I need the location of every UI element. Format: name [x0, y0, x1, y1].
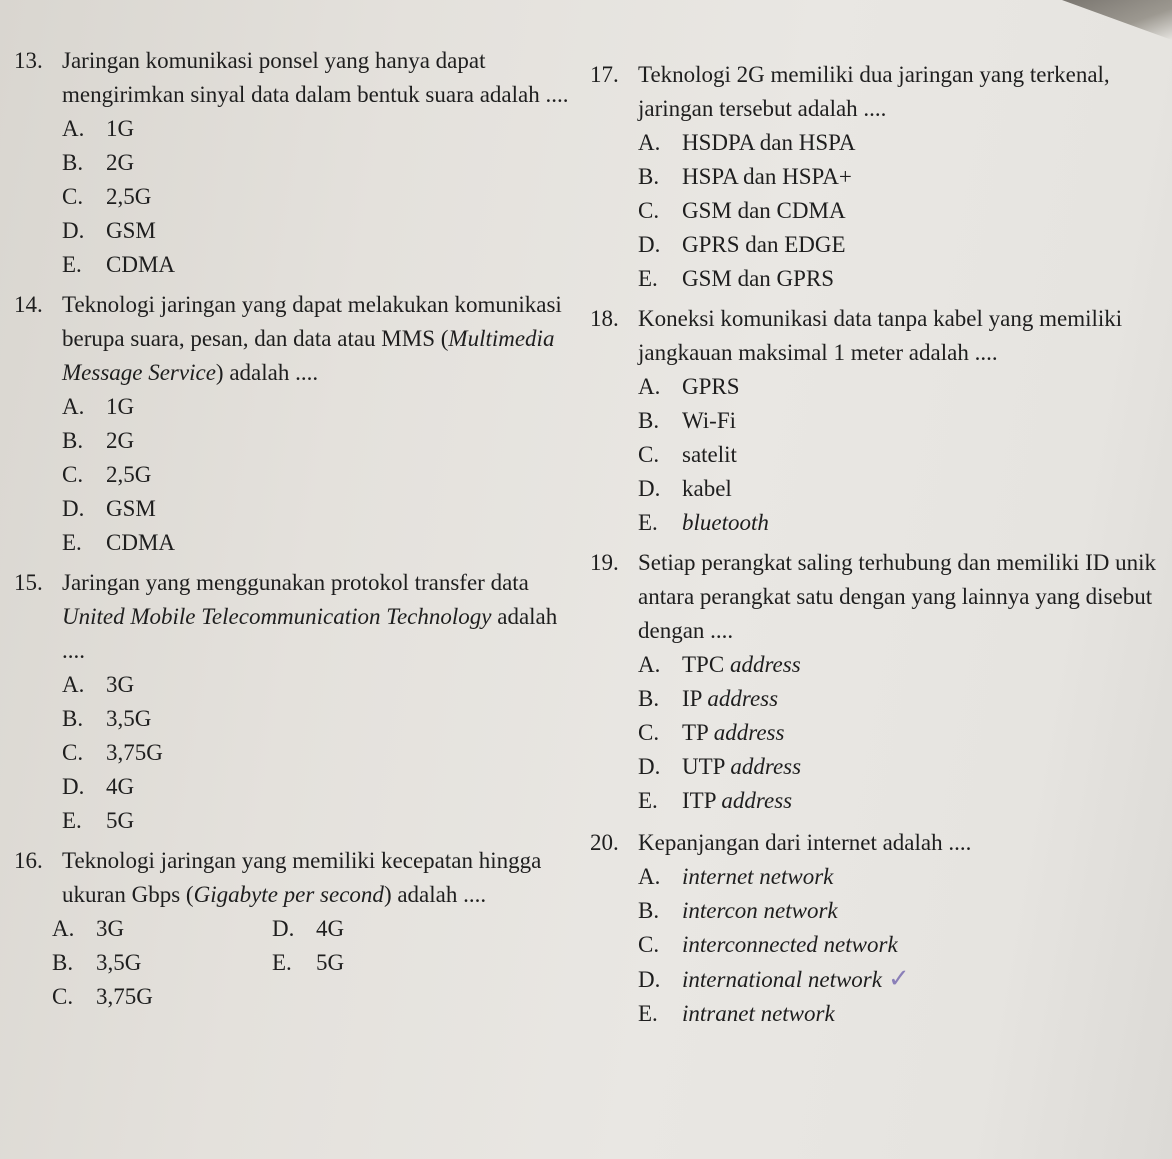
right-column: [590, 58, 1165, 1037]
question-13: [14, 44, 574, 282]
option-e[interactable]: E. ITP address: [638, 788, 793, 813]
option-a[interactable]: A. HSDPA dan HSPA: [638, 130, 856, 155]
left-column: [14, 44, 574, 1020]
option-e[interactable]: E. intranet network: [638, 1001, 835, 1026]
question-text: 13. Jaringan komunikasi ponsel yang hanya dapat mengirimkan sinyal data dalam bentuk suara adalah ....: [14, 44, 574, 112]
option-a[interactable]: A. 1G: [62, 116, 135, 141]
question-number: 20.: [590, 830, 619, 855]
option-e[interactable]: E. CDMA: [62, 530, 176, 555]
option-b[interactable]: B. intercon network: [638, 898, 838, 923]
question-number: 16.: [14, 848, 43, 873]
option-e[interactable]: E. 5G: [62, 808, 135, 833]
option-e[interactable]: E. 5G: [272, 950, 345, 975]
question-number: 13.: [14, 48, 43, 73]
question-20: [590, 826, 1165, 1031]
option-d[interactable]: D. GSM: [62, 496, 156, 521]
option-d[interactable]: D. international network ✓: [638, 964, 910, 993]
option-e[interactable]: E. CDMA: [62, 252, 176, 277]
option-d[interactable]: D. GSM: [62, 218, 156, 243]
option-c[interactable]: C. TP address: [638, 720, 785, 745]
option-a[interactable]: A. 3G: [52, 916, 125, 941]
option-c[interactable]: C. 2,5G: [62, 462, 152, 487]
option-d[interactable]: D. 4G: [62, 774, 135, 799]
option-a[interactable]: A. GPRS: [638, 374, 740, 399]
option-b[interactable]: B. IP address: [638, 686, 779, 711]
option-d[interactable]: D. 4G: [272, 916, 345, 941]
question-text: 14. Teknologi jaringan yang dapat melakukan komunikasi berupa suara, pesan, dan data atau MMS (Multimedia Message Service) adalah ....: [14, 288, 574, 390]
option-b[interactable]: B. 3,5G: [52, 950, 142, 975]
option-c[interactable]: C. 3,75G: [52, 984, 153, 1009]
option-a[interactable]: A. internet network: [638, 864, 834, 889]
option-d[interactable]: D. kabel: [638, 476, 732, 501]
question-text: 16. Teknologi jaringan yang memiliki kecepatan hingga ukuran Gbps (Gigabyte per second) adalah ....: [14, 844, 574, 912]
question-text: 15. Jaringan yang menggunakan protokol transfer data United Mobile Telecommunication Technology adalah ....: [14, 566, 574, 668]
option-c[interactable]: C. GSM dan CDMA: [638, 198, 846, 223]
option-d[interactable]: D. UTP address: [638, 754, 802, 779]
option-a[interactable]: A. TPC address: [638, 652, 801, 677]
question-number: 15.: [14, 570, 43, 595]
option-c[interactable]: C. 3,75G: [62, 740, 163, 765]
option-b[interactable]: B. 2G: [62, 428, 135, 453]
option-b[interactable]: B. HSPA dan HSPA+: [638, 164, 852, 189]
option-e[interactable]: E. GSM dan GPRS: [638, 266, 835, 291]
option-b[interactable]: B. Wi-Fi: [638, 408, 737, 433]
option-e[interactable]: E. bluetooth: [638, 510, 769, 535]
check-mark-icon: ✓: [887, 964, 910, 993]
question-number: 17.: [590, 62, 619, 87]
option-d[interactable]: D. GPRS dan EDGE: [638, 232, 846, 257]
question-number: 18.: [590, 306, 619, 331]
question-text: 20. Kepanjangan dari internet adalah ....: [590, 826, 1165, 860]
option-c[interactable]: C. 2,5G: [62, 184, 152, 209]
option-a[interactable]: A. 3G: [62, 672, 135, 697]
option-c[interactable]: C. interconnected network: [638, 932, 898, 957]
question-text: 19. Setiap perangkat saling terhubung dan memiliki ID unik antara perangkat satu dengan yang lainnya yang disebut dengan ....: [590, 546, 1165, 648]
option-c[interactable]: C. satelit: [638, 442, 737, 467]
option-b[interactable]: B. 3,5G: [62, 706, 152, 731]
question-14: [14, 288, 574, 560]
question-number: 14.: [14, 292, 43, 317]
question-15: [14, 566, 574, 838]
option-b[interactable]: B. 2G: [62, 150, 135, 175]
question-text: 17. Teknologi 2G memiliki dua jaringan yang terkenal, jaringan tersebut adalah ....: [590, 58, 1165, 126]
options-grid: [14, 912, 574, 1014]
question-17: [590, 58, 1165, 296]
question-16: [14, 844, 574, 1014]
question-text: 18. Koneksi komunikasi data tanpa kabel yang memiliki jangkauan maksimal 1 meter adalah ....: [590, 302, 1165, 370]
question-19: [590, 546, 1165, 818]
question-number: 19.: [590, 550, 619, 575]
option-a[interactable]: A. 1G: [62, 394, 135, 419]
question-18: [590, 302, 1165, 540]
page-corner-shadow: [1062, 0, 1172, 40]
